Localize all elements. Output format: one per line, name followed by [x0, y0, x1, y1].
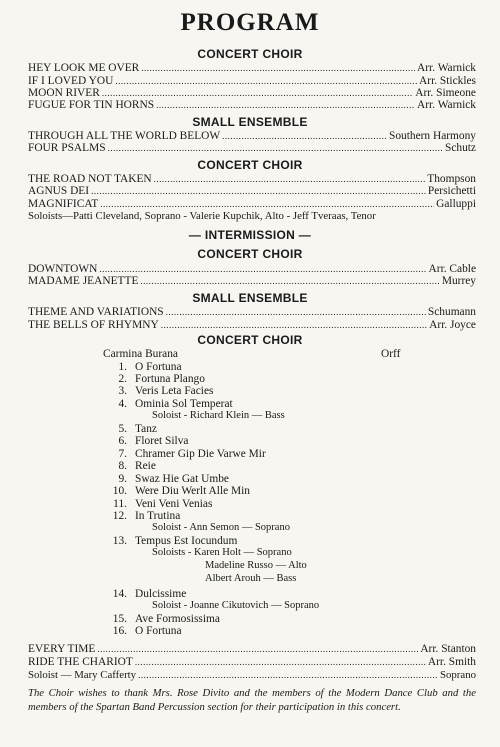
- movement-name: O Fortuna: [135, 361, 182, 373]
- movement-number: 15.: [112, 613, 127, 625]
- piece-credit: Southern Harmony: [389, 130, 476, 142]
- program-item: [28, 184, 476, 198]
- movement-name: Floret Silva: [135, 435, 189, 447]
- piece-title: Soloist — Mary Cafferty: [28, 669, 137, 681]
- piece-credit: Schutz: [444, 142, 476, 154]
- movement-number: 8.: [118, 460, 127, 472]
- movement-name: Tempus Est Iocundum: [135, 535, 238, 547]
- dot-leader: [108, 141, 443, 155]
- movement-number: 1.: [118, 361, 127, 373]
- dot-leader: [91, 184, 426, 198]
- section-concert-choir-4: CONCERT CHOIR: [197, 333, 303, 347]
- piece-credit: Murrey: [441, 275, 476, 287]
- magnificat-soloists: Soloists—Patti Cleveland, Soprano - Valerie Kupchik, Alto - Jeff Tveraas, Tenor: [28, 210, 376, 222]
- carmina-composer: Orff: [381, 348, 401, 360]
- program-item: [28, 305, 476, 319]
- program-item: [28, 318, 476, 332]
- carmina-burana-heading: [103, 347, 403, 361]
- dot-leader: [140, 274, 439, 288]
- piece-credit: Arr. Warnick: [417, 99, 476, 111]
- movement-number: 5.: [118, 423, 127, 435]
- piece-title: RIDE THE CHARIOT: [28, 656, 133, 668]
- movement-number: 12.: [112, 510, 127, 522]
- piece-title: MOON RIVER: [28, 87, 100, 99]
- dot-leader: [166, 305, 426, 319]
- movement-number: 16.: [112, 625, 127, 637]
- movement-name: O Fortuna: [135, 625, 182, 637]
- piece-credit: Galluppi: [436, 198, 476, 210]
- movement-number: 10.: [112, 485, 127, 497]
- soloist-line: Soloist - Ann Semon — Soprano: [152, 522, 290, 533]
- movement-name: Swaz Hie Gat Umbe: [135, 473, 229, 485]
- piece-title: AGNUS DEI: [28, 185, 90, 197]
- soloist-line: Soloist - Joanne Cikutovich — Soprano: [152, 600, 320, 611]
- section-concert-choir-2: CONCERT CHOIR: [197, 158, 303, 172]
- dot-leader: [97, 642, 418, 656]
- program-item: [28, 61, 476, 75]
- movement: [105, 459, 156, 473]
- piece-title: FOUR PSALMS: [28, 142, 106, 154]
- soloist-line: Soloist - Richard Klein — Bass: [152, 410, 285, 421]
- program-item: [28, 668, 476, 682]
- movement-number: 9.: [118, 473, 127, 485]
- movement-name: In Trutina: [135, 510, 181, 522]
- section-concert-choir-1: CONCERT CHOIR: [197, 47, 303, 61]
- piece-title: THEME AND VARIATIONS: [28, 306, 164, 318]
- program-item: [28, 141, 476, 155]
- movement-name: Dulcissime: [135, 588, 187, 600]
- piece-title: THROUGH ALL THE WORLD BELOW: [28, 130, 221, 142]
- movement-name: Tanz: [135, 423, 157, 435]
- piece-credit: Thompson: [427, 173, 476, 185]
- movement-name: Veris Leta Facies: [135, 385, 214, 397]
- dot-leader: [141, 61, 415, 75]
- movement-number: 11.: [113, 498, 127, 510]
- section-concert-choir-3: CONCERT CHOIR: [197, 247, 303, 261]
- movement: [105, 624, 182, 638]
- movement-name: Chramer Gip Die Varwe Mir: [135, 448, 266, 460]
- movement: [105, 434, 188, 448]
- piece-title: DOWNTOWN: [28, 263, 98, 275]
- acknowledgment-note: The Choir wishes to thank Mrs. Rose Divito and the members of the Modern Dance Club and the members of the Spartan Band Percussion section for their participation in this concert.: [28, 687, 476, 713]
- section-small-ensemble-2: SMALL ENSEMBLE: [192, 291, 308, 305]
- piece-title: IF I LOVED YOU: [28, 75, 114, 87]
- carmina-title: Carmina Burana: [103, 348, 178, 360]
- movement-name: Were Diu Werlt Alle Min: [135, 485, 250, 497]
- piece-credit: Persichetti: [427, 185, 476, 197]
- piece-credit: Arr. Smith: [427, 656, 476, 668]
- movement-name: Ominia Sol Temperat: [135, 398, 233, 410]
- movement-name: Reie: [135, 460, 156, 472]
- dot-leader: [138, 668, 438, 682]
- section-small-ensemble-1: SMALL ENSEMBLE: [192, 115, 308, 129]
- piece-title: MAGNIFICAT: [28, 198, 99, 210]
- piece-credit: Arr. Stickles: [419, 75, 476, 87]
- intermission-heading: — INTERMISSION —: [188, 228, 312, 242]
- movement-name: Veni Veni Venias: [135, 498, 213, 510]
- movement-number: 3.: [118, 385, 127, 397]
- piece-credit: Soprano: [440, 669, 476, 681]
- program-item: [28, 642, 476, 656]
- piece-credit: Arr. Simeone: [415, 87, 476, 99]
- piece-credit: Arr. Cable: [428, 263, 476, 275]
- piece-title: THE BELLS OF RHYMNY: [28, 319, 159, 331]
- piece-title: EVERY TIME: [28, 643, 96, 655]
- movement-number: 6.: [118, 435, 127, 447]
- dot-leader: [135, 655, 426, 669]
- piece-title: HEY LOOK ME OVER: [28, 62, 140, 74]
- piece-credit: Arr. Warnick: [417, 62, 476, 74]
- program-item: [28, 274, 476, 288]
- movement-number: 13.: [112, 535, 127, 547]
- soloist-line: Soloists - Karen Holt — Soprano: [152, 547, 292, 558]
- movement-number: 7.: [118, 448, 127, 460]
- program-item: [28, 98, 476, 112]
- piece-credit: Arr. Stanton: [420, 643, 476, 655]
- movement-name: Ave Formosissima: [135, 613, 220, 625]
- movement-number: 14.: [112, 588, 127, 600]
- movement: [105, 384, 213, 398]
- dot-leader: [156, 98, 415, 112]
- piece-title: FUGUE FOR TIN HORNS: [28, 99, 155, 111]
- soloist-line: Madeline Russo — Alto: [205, 560, 307, 571]
- piece-title: THE ROAD NOT TAKEN: [28, 173, 152, 185]
- movement: [105, 484, 250, 498]
- piece-credit: Arr. Joyce: [429, 319, 476, 331]
- movement-number: 4.: [118, 398, 127, 410]
- program-title: PROGRAM: [180, 9, 320, 36]
- piece-credit: Schumann: [427, 306, 476, 318]
- movement-name: Fortuna Plango: [135, 373, 205, 385]
- dot-leader: [161, 318, 427, 332]
- soloist-line: Albert Arouh — Bass: [205, 573, 297, 584]
- piece-title: MADAME JEANETTE: [28, 275, 139, 287]
- program-item: [28, 655, 476, 669]
- movement-number: 2.: [118, 373, 127, 385]
